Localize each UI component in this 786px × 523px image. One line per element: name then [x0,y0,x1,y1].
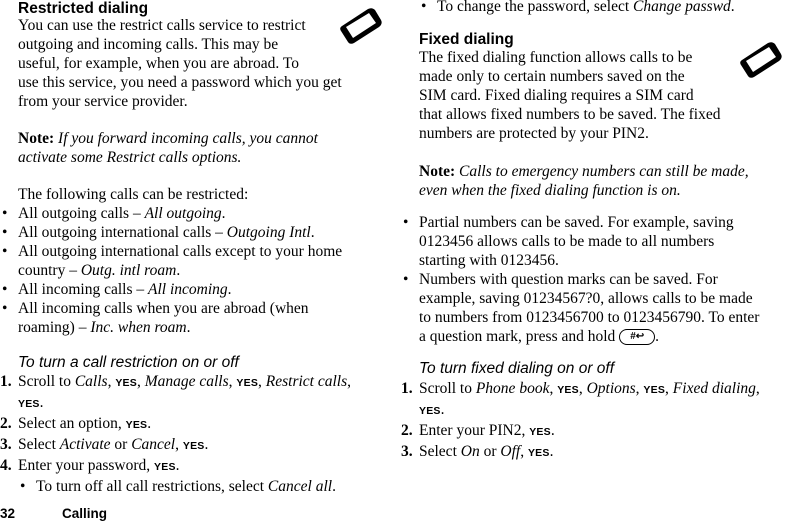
task-heading: To turn a call restriction on or off [18,354,239,371]
note-label: Note: [419,163,456,180]
step-item: 2. Select an option, YES. [0,415,152,432]
section-heading-fixed: Fixed dialing [419,31,514,48]
note-label: Note: [18,130,55,147]
page-number: 32 [0,506,16,521]
intro-line: SIM card. Fixed dialing requires a SIM card [419,87,694,104]
note-text: If you forward incoming calls, you cannot [58,130,318,147]
section-heading-restricted: Restricted dialing [18,0,149,17]
section-title: Calling [62,506,108,521]
sub-item: • To change the password, select Change passwd. [421,0,735,15]
intro-line: useful, for example, when you are abroad. To [18,55,299,72]
fixed-dial-list [401,213,786,346]
list-item: • All incoming calls when you are abroad (when roaming) – Inc. when roam. [2,300,309,336]
intro-line: use this service, you need a password which you get [18,74,342,91]
intro-line: The fixed dialing function allows calls to be [419,49,693,66]
intro-line: made only to certain numbers saved on the [419,68,685,85]
steps-list [401,379,786,463]
steps-list [0,372,380,496]
intro-line: numbers are protected by your PIN2. [419,125,649,142]
list-item: • All outgoing international calls except to your home country – Outg. intl roam. [2,243,343,279]
note-text: even when the fixed dialing function is on. [419,182,681,199]
step-item: 1. Scroll to Calls, YES, Manage calls, YES, Restrict calls, YES. [0,373,352,411]
step-item: 4. Enter your password, YES. [0,457,180,474]
hash-key-icon: #↩ [619,329,655,345]
step-item: 2. Enter your PIN2, YES. [401,422,555,439]
step-item: 3. Select Activate or Cancel, YES. [0,436,209,453]
note-text: Calls to emergency numbers can still be made, [459,163,749,180]
step-item: 1. Scroll to Phone book, YES, Options, YES, Fixed dialing, YES. [401,380,760,418]
note-text: activate some Restrict calls options. [18,149,242,166]
list-item: • All incoming calls – All incoming. [2,281,232,298]
task-heading: To turn fixed dialing on or off [419,360,615,377]
intro-line: that allows fixed numbers to be saved. The fixed [419,106,721,123]
restriction-list [0,204,380,337]
intro-line: You can use the restrict calls service to restrict [18,17,306,34]
list-item: • All outgoing calls – All outgoing. [2,205,226,222]
list-item: • Partial numbers can be saved. For example, saving 0123456 allows calls to be made to all numbers starting with 0123456. [403,214,734,269]
sub-item: • To turn off all call restrictions, select Cancel all. [20,478,336,495]
note-block [419,162,786,200]
list-item: • Numbers with question marks can be saved. For example, saving 01234567?0, allows calls to be made to numbers from 0123456700 to 0123456790. To enter a question mark, press and hold #↩ . [403,271,760,345]
intro-line: from your service provider. [18,93,188,110]
intro-line: outgoing and incoming calls. This may be [18,36,279,53]
note-block [18,129,378,167]
step-item: 3. Select On or Off, YES. [401,443,554,460]
list-item: • All outgoing international calls – Outgoing Intl. [2,224,315,241]
list-intro: The following calls can be restricted: [18,186,249,203]
